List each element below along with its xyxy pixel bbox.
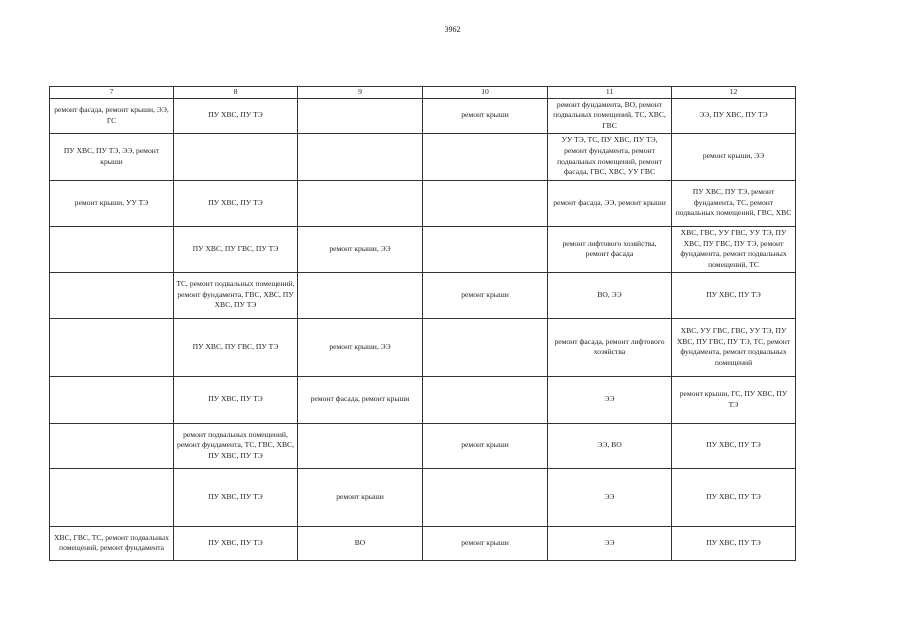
table-cell	[423, 376, 548, 423]
table-cell: ремонт крыши	[423, 423, 548, 468]
table-cell: ПУ ХВС, ПУ ТЭ, ремонт фундамента, ТС, ремонт подвальных помещений, ГВС, ХВС	[672, 180, 796, 226]
table-cell	[50, 468, 174, 526]
table-row	[50, 423, 796, 468]
table-cell: ВО	[298, 526, 423, 560]
table-cell	[50, 226, 174, 272]
table-cell: ТС, ремонт подвальных помещений, ремонт фундамента, ГВС, ХВС, ПУ ХВС, ПУ ТЭ	[174, 272, 298, 318]
table-row	[50, 468, 796, 526]
table-cell: ремонт крыши	[423, 98, 548, 133]
page-number: 3962	[444, 25, 461, 34]
table-cell: ПУ ХВС, ПУ ТЭ	[672, 526, 796, 560]
table-row	[50, 376, 796, 423]
table-cell	[298, 272, 423, 318]
table-row	[50, 318, 796, 376]
table-cell: ЭЭ, ВО	[548, 423, 672, 468]
table-cell: ЭЭ, ПУ ХВС, ПУ ТЭ	[672, 98, 796, 133]
header-row	[50, 87, 796, 99]
column-header-6: 12	[672, 87, 796, 99]
table-row	[50, 226, 796, 272]
table-cell	[50, 423, 174, 468]
table-cell: ремонт крыши	[423, 272, 548, 318]
table-cell: ЭЭ	[548, 376, 672, 423]
table-cell: ремонт крыши, ЭЭ	[298, 318, 423, 376]
table-cell: ПУ ХВС, ПУ ГВС, ПУ ТЭ	[174, 318, 298, 376]
table-cell: ремонт крыши, ЭЭ	[672, 133, 796, 180]
table-cell: ПУ ХВС, ПУ ТЭ	[672, 468, 796, 526]
table-row	[50, 526, 796, 560]
table-cell: ремонт крыши, УУ ТЭ	[50, 180, 174, 226]
table-cell: ПУ ХВС, ПУ ТЭ	[174, 98, 298, 133]
table-cell: ПУ ХВС, ПУ ТЭ, ЭЭ, ремонт крыши	[50, 133, 174, 180]
table-cell: ремонт крыши	[423, 526, 548, 560]
table-cell: ПУ ХВС, ПУ ТЭ	[174, 468, 298, 526]
column-header-3: 9	[298, 87, 423, 99]
table-cell	[423, 468, 548, 526]
table-cell: УУ ТЭ, ТС, ПУ ХВС, ПУ ТЭ, ремонт фундамента, ремонт подвальных помещений, ремонт фасада, ГВС, ХВС, УУ ГВС	[548, 133, 672, 180]
works-table	[49, 86, 796, 561]
column-header-4: 10	[423, 87, 548, 99]
table-cell: ВО, ЭЭ	[548, 272, 672, 318]
table-cell	[298, 98, 423, 133]
table-row	[50, 272, 796, 318]
table-cell: ремонт крыши, ГС, ПУ ХВС, ПУ ТЭ	[672, 376, 796, 423]
table-cell: ПУ ХВС, ПУ ТЭ	[174, 526, 298, 560]
table-cell: ПУ ХВС, ПУ ТЭ	[174, 180, 298, 226]
column-header-2: 8	[174, 87, 298, 99]
table-cell: ПУ ХВС, ПУ ТЭ	[174, 376, 298, 423]
table-cell: ремонт фасада, ЭЭ, ремонт крыши	[548, 180, 672, 226]
table-cell: ЭЭ	[548, 468, 672, 526]
table-cell	[50, 272, 174, 318]
table-cell: ремонт подвальных помещений, ремонт фундамента, ТС, ГВС, ХВС, ПУ ХВС, ПУ ТЭ	[174, 423, 298, 468]
column-header-5: 11	[548, 87, 672, 99]
table-cell: ХВС, ГВС, ТС, ремонт подвальных помещений, ремонт фундамента	[50, 526, 174, 560]
table-cell: ремонт фасада, ремонт крыши	[298, 376, 423, 423]
table-cell	[298, 180, 423, 226]
table-cell: ПУ ХВС, ПУ ГВС, ПУ ТЭ	[174, 226, 298, 272]
table-cell	[298, 133, 423, 180]
table-cell: ремонт крыши, ЭЭ	[298, 226, 423, 272]
column-header-1: 7	[50, 87, 174, 99]
table-cell	[423, 133, 548, 180]
table-cell	[423, 318, 548, 376]
table-cell: ремонт фундамента, ВО, ремонт подвальных помещений, ТС, ХВС, ГВС	[548, 98, 672, 133]
table-cell	[50, 376, 174, 423]
table-cell: ЭЭ	[548, 526, 672, 560]
table-cell: ПУ ХВС, ПУ ТЭ	[672, 272, 796, 318]
table-cell	[50, 318, 174, 376]
table-cell	[174, 133, 298, 180]
table-cell	[423, 226, 548, 272]
table-cell: ремонт крыши	[298, 468, 423, 526]
table-row	[50, 133, 796, 180]
table-row	[50, 180, 796, 226]
table-cell: ремонт фасада, ремонт лифтового хозяйства	[548, 318, 672, 376]
table-cell: ремонт фасада, ремонт крыши, ЭЭ, ГС	[50, 98, 174, 133]
table-row	[50, 98, 796, 133]
table-cell: ПУ ХВС, ПУ ТЭ	[672, 423, 796, 468]
table-cell: ХВС, УУ ГВС, ГВС, УУ ТЭ, ПУ ХВС, ПУ ГВС, ПУ ТЭ, ТС, ремонт фундамента, ремонт подвальных помещений	[672, 318, 796, 376]
table-cell	[423, 180, 548, 226]
table-cell: ремонт лифтового хозяйства, ремонт фасада	[548, 226, 672, 272]
table-cell: ХВС, ГВС, УУ ГВС, УУ ТЭ, ПУ ХВС, ПУ ГВС, ПУ ТЭ, ремонт фундамента, ремонт подвальных помещений, ТС	[672, 226, 796, 272]
table-cell	[298, 423, 423, 468]
